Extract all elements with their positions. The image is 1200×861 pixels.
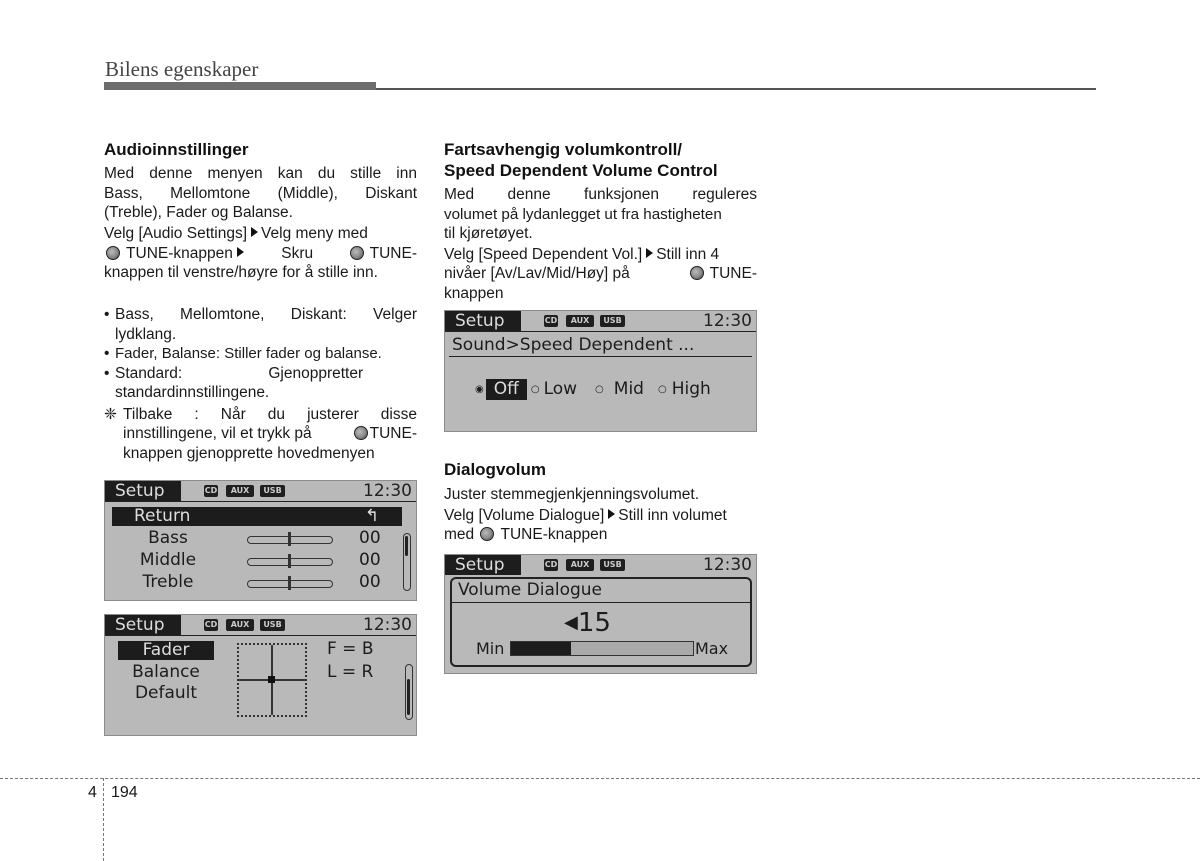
- slider-knob: [288, 554, 291, 568]
- dialog-volume-text: [444, 485, 757, 545]
- heading-line: Speed Dependent Volume Control: [444, 161, 718, 180]
- usb-badge: USB: [600, 315, 625, 327]
- row-value: 00: [359, 528, 381, 548]
- footer-rule: [0, 778, 1200, 779]
- clock: 12:30: [363, 615, 412, 635]
- footer-divider: [103, 778, 104, 861]
- radio-icon: ○: [657, 384, 667, 395]
- setup-tab: Setup: [105, 481, 181, 501]
- cd-badge: CD: [204, 620, 218, 629]
- bullet-text: Fader, Balanse: Stiller fader og balanse.: [115, 345, 382, 362]
- menu-path: Sound>Speed Dependent ...: [452, 335, 695, 355]
- screen-status-bar: [445, 555, 756, 575]
- row-label: Middle: [139, 550, 197, 570]
- note-text: TUNE-: [369, 425, 417, 442]
- setup-tab: Setup: [445, 311, 521, 331]
- slider-knob: [288, 576, 291, 590]
- fader-value: F = B: [327, 639, 374, 659]
- speed-options: [475, 379, 711, 400]
- instr-line-3: knappen til venstre/høyre for å stille inn.: [104, 264, 378, 281]
- tune-knob-icon: [480, 527, 494, 541]
- screen-status-bar: [105, 481, 416, 501]
- bass-slider[interactable]: [247, 536, 333, 544]
- text-line: til kjøretøyet.: [444, 225, 533, 242]
- text: Still inn 4: [656, 245, 720, 263]
- clock: 12:30: [363, 481, 412, 501]
- bullet-text: Standard: Gjenoppretter: [115, 364, 364, 382]
- chapter-number: 4: [88, 784, 97, 801]
- menu-item-default[interactable]: Default: [134, 683, 198, 703]
- fader-balance-grid[interactable]: [237, 643, 307, 717]
- arrow-right-icon: [237, 247, 244, 257]
- volume-readout: [564, 608, 611, 638]
- page-number: 194: [111, 784, 138, 801]
- volume-level: 15: [577, 608, 611, 638]
- bullet-item: [104, 344, 417, 364]
- text: Velg [Speed Dependent Vol.]: [444, 245, 643, 263]
- bullet-mark: •: [104, 364, 110, 382]
- slider-knob: [288, 532, 291, 546]
- cd-badge: CD: [544, 316, 558, 325]
- text-line: Juster stemmegjenkjenningsvolumet.: [444, 486, 700, 503]
- usb-badge: USB: [600, 559, 625, 571]
- position-marker: [268, 676, 275, 683]
- text: Still inn volumet: [618, 506, 727, 524]
- divider: [445, 331, 756, 332]
- scrollbar[interactable]: [405, 664, 413, 720]
- menu-item-balance[interactable]: Balance: [132, 662, 200, 682]
- scrollbar[interactable]: [403, 533, 411, 591]
- row-label: Bass: [148, 528, 188, 548]
- arrow-right-icon: [251, 227, 258, 237]
- tune-knob-icon: [350, 246, 364, 260]
- instr-text: Velg meny med: [261, 225, 368, 242]
- note-text: innstillingene, vil et trykk på: [123, 425, 312, 442]
- instr-text: TUNE-knappen: [126, 244, 233, 262]
- header-rule-thick: [104, 82, 376, 90]
- setup-tab: Setup: [105, 615, 181, 635]
- audio-settings-screen: [104, 480, 417, 601]
- row-value: 00: [359, 550, 381, 570]
- note-item: [104, 405, 417, 464]
- bullet-item: [104, 305, 417, 344]
- menu-row-return[interactable]: [112, 507, 402, 526]
- radio-icon: ○: [595, 384, 604, 395]
- popup-title: Volume Dialogue: [458, 580, 603, 600]
- bullet-text: Bass, Mellomtone, Diskant: Velger: [115, 306, 417, 323]
- speed-volume-heading: [444, 139, 718, 181]
- audio-intro: [104, 164, 417, 223]
- instr-text: TUNE-: [369, 244, 417, 262]
- menu-row-bass[interactable]: [105, 528, 418, 550]
- divider: [452, 602, 750, 603]
- text-line: Med denne funksjonen reguleres: [444, 186, 757, 203]
- intro-line: Bass, Mellomtone (Middle), Diskant: [104, 184, 417, 202]
- row-label: Return: [134, 506, 191, 526]
- header-rule-thin: [376, 88, 1096, 90]
- note-text: Tilbake : Når du justerer disse: [123, 405, 417, 423]
- option-mid[interactable]: Mid: [613, 379, 644, 399]
- balance-value: L = R: [327, 662, 374, 682]
- aux-badge: AUX: [566, 315, 594, 327]
- radio-icon: ○: [530, 384, 540, 395]
- option-off[interactable]: Off: [486, 379, 527, 400]
- divider: [105, 635, 416, 636]
- text: TUNE-knappen: [500, 526, 608, 543]
- screen-status-bar: [445, 311, 756, 331]
- radio-selected-icon: ◉: [475, 384, 484, 395]
- tune-knob-icon: [690, 266, 704, 280]
- menu-row-treble[interactable]: [105, 572, 418, 594]
- speed-volume-text: [444, 185, 757, 303]
- note-mark: ❈: [104, 405, 117, 423]
- text-line: [444, 245, 757, 265]
- bullet-text: standardinnstillingene.: [115, 384, 270, 401]
- speaker-icon: ◀: [564, 612, 578, 633]
- bullet-text: lydklang.: [115, 325, 177, 343]
- text: Velg [Volume Dialogue]: [444, 506, 605, 524]
- bullet-item: [104, 364, 417, 403]
- aux-badge: AUX: [566, 559, 594, 571]
- middle-slider[interactable]: [247, 558, 333, 566]
- treble-slider[interactable]: [247, 580, 333, 588]
- bullet-mark: •: [104, 306, 110, 323]
- heading-line: Fartsavhengig volumkontroll/: [444, 140, 683, 159]
- text: nivåer [Av/Lav/Mid/Høy] på: [444, 265, 630, 282]
- volume-bar-fill: [511, 642, 571, 655]
- return-icon: ↰: [365, 506, 380, 526]
- usb-badge: USB: [260, 485, 285, 497]
- text-line: knappen: [444, 284, 504, 302]
- dialog-volume-heading: Dialogvolum: [444, 460, 547, 479]
- text: med: [444, 526, 475, 543]
- cd-badge: CD: [544, 560, 558, 569]
- bullet-mark: •: [104, 345, 110, 362]
- feature-bullets: [104, 305, 417, 463]
- text: TUNE-: [709, 265, 757, 282]
- min-label: Min: [476, 639, 505, 658]
- audio-instructions: [104, 224, 417, 283]
- intro-line: Med denne menyen kan du stille inn: [104, 165, 417, 182]
- aux-badge: AUX: [226, 485, 254, 497]
- cd-badge: CD: [204, 486, 218, 495]
- max-label: Max: [695, 639, 729, 658]
- setup-tab: Setup: [445, 555, 521, 575]
- fader-balance-screen: [104, 614, 417, 736]
- scrollbar-thumb[interactable]: [405, 536, 408, 556]
- tune-knob-icon: [354, 426, 368, 440]
- intro-line: (Treble), Fader og Balanse.: [104, 204, 293, 221]
- text-line: [444, 264, 757, 284]
- instr-text: Skru: [281, 244, 314, 262]
- speed-dependent-screen: [444, 310, 757, 432]
- clock: 12:30: [703, 311, 752, 331]
- option-low[interactable]: Low: [543, 379, 578, 399]
- note-text: knappen gjenopprette hovedmenyen: [123, 444, 375, 462]
- tune-knob-icon: [106, 246, 120, 260]
- instr-text: Velg [Audio Settings]: [104, 225, 248, 242]
- aux-badge: AUX: [226, 619, 254, 631]
- divider: [105, 501, 416, 502]
- row-label: Treble: [142, 572, 194, 592]
- option-high[interactable]: High: [671, 379, 711, 399]
- instr-line-2: [104, 244, 417, 264]
- audio-settings-heading: Audioinnstillinger: [104, 140, 249, 159]
- row-value: 00: [359, 572, 381, 592]
- volume-bar[interactable]: [510, 641, 694, 656]
- scrollbar-thumb[interactable]: [407, 679, 410, 715]
- instr-line-1: [104, 224, 417, 244]
- screen-status-bar: [105, 615, 416, 635]
- arrow-right-icon: [646, 248, 653, 258]
- usb-badge: USB: [260, 619, 285, 631]
- text-line: volumet på lydanlegget ut fra hastigheten: [444, 205, 722, 223]
- menu-item-fader[interactable]: Fader: [118, 641, 214, 660]
- volume-popup: [450, 577, 752, 667]
- arrow-right-icon: [608, 509, 615, 519]
- clock: 12:30: [703, 555, 752, 575]
- menu-row-middle[interactable]: [105, 550, 418, 572]
- volume-dialogue-screen: [444, 554, 757, 674]
- section-title: Bilens egenskaper: [105, 57, 259, 81]
- divider: [449, 356, 752, 357]
